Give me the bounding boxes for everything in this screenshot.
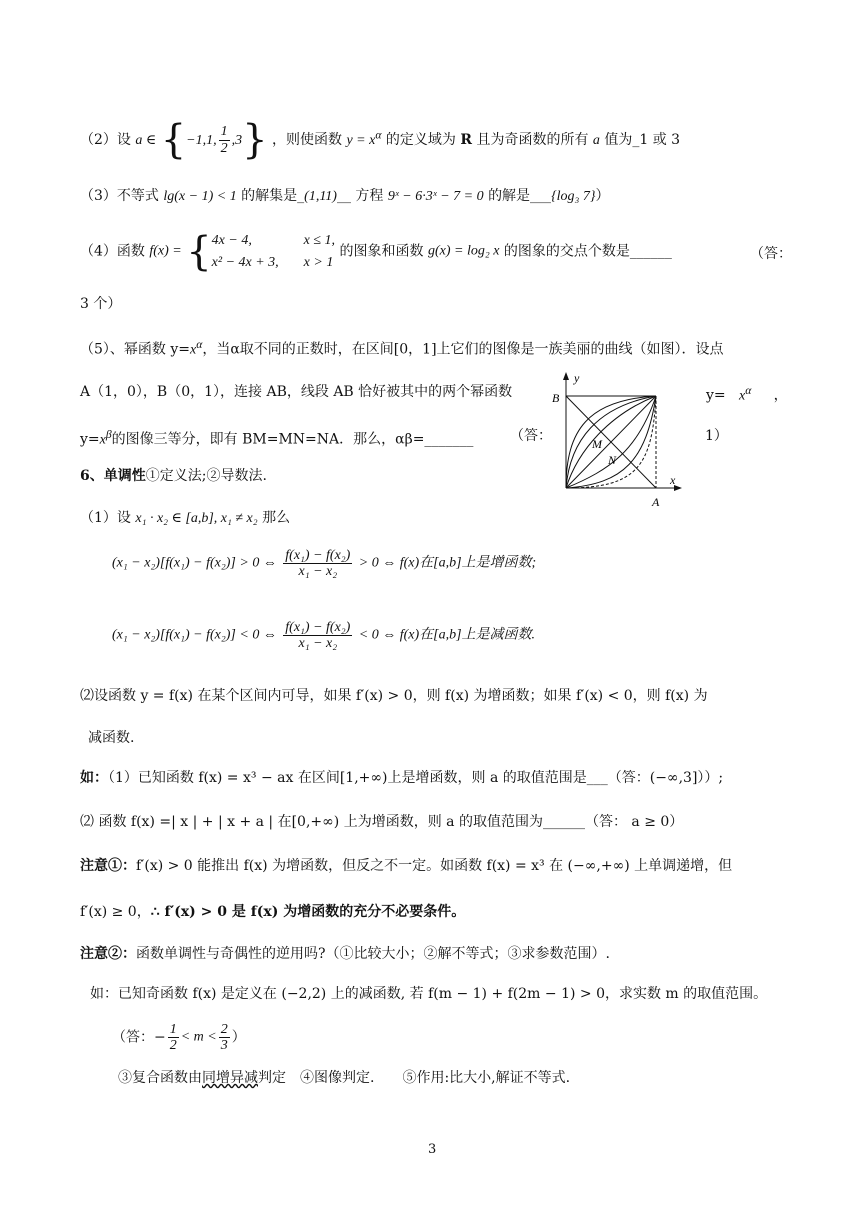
section6-heading: 6、单调性①定义法;②导数法. [80,468,267,484]
right-brace: } [242,117,268,163]
item2-line2: 减函数. [88,730,135,746]
note1-line2: f′(x) ≥ 0，∴ f′(x) > 0 是 f(x) 为增函数的充分不必要条件。 [80,904,466,920]
label-a: A [652,495,660,509]
example3-answer: （答：− $\frac{1}{2}$ < m < $\frac{2}{3}$ ） [112,1022,246,1054]
example2-line: ⑵ 函数 f(x) =| x | + | x + a | 在[0,+∞) 上为增函数，则 a 的取值范围为______（答： a ≥ 0） [80,814,684,830]
note1-line1: 注意①：f′(x) > 0 能推出 f(x) 为增函数，但反之不一定。如函数 f(x) = x³ 在 (−∞,+∞) 上单调递增，但 [80,858,733,874]
piecewise-cases: 4x − 4, x ≤ 1, x² − 4x + 3, x > 1 [211,233,336,270]
y-arrow [563,372,569,380]
half-fraction: $\frac{1}{2}$ [220,124,228,156]
eq1-line: (x₁ − x₂)[f(x₁) − f(x₂)] > 0 ⇔ $\frac{\text{f(x₁) − f(x₂)}}{\text{x₁ − x₂}}$ > 0 ⇔ f(x)在[a,b]上是增函数; [112,548,537,580]
q4-answer: 3 个） [80,296,122,312]
last-line: ③复合函数由同增异减判定 ④图像判定. ⑤作用:比大小,解证不等式. [118,1070,571,1086]
q5-line2: A（1，0），B（0，1），连接 AB，线段 AB 恰好被其中的两个幂函数 [80,384,513,400]
q5-line3: $y=x^\beta$的图像三等分，即有 BM=MN=NA．那么，αβ=_______ [80,428,474,448]
label-b: B [552,391,560,405]
eq2-fraction: $\frac{\text{f(x₁) − f(x₂)}}{\text{x₁ − x₂}}$ [285,620,351,652]
item2-line1: ⑵设函数 y = f(x) 在某个区间内可导，如果 f′(x) > 0，则 f(x) 为增函数；如果 f′(x) < 0，则 f(x) 为 [80,688,708,704]
q5-line1: （5）、幂函数 $y=x^\alpha$，当α取不同的正数时，在区间[0，1]上它们的图像是一族美丽的曲线（如图）．设点 [80,338,724,358]
label-m: M [592,437,602,451]
cases-brace: { [186,229,212,275]
left-brace: { [160,117,187,163]
q5-line2-right: y= $x^\alpha$ ， [706,384,788,404]
label-n: N [608,453,617,467]
q5-answer: 1） [705,428,728,444]
q4-line: （4）函数 f(x) = { 4x − 4, x ≤ 1, x² − 4x + 3, x > 1 的图象和函数 g(x) = log₂ x 的图象的交点个数是______ [80,229,672,275]
eq1-fraction: $\frac{\text{f(x₁) − f(x₂)}}{\text{x₁ − x₂}}$ [285,548,351,580]
set-membership: a ∈ [135,133,157,148]
item1-line: （1）设 x₁ · x₂ ∈ [a,b], x₁ ≠ x₂ 那么 [80,510,291,526]
example1-line: 如：（1）已知函数 f(x) = x³ − ax 在区间[1,+∞)上是增函数，则 a 的取值范围是___（答：(−∞,3]））; [80,770,724,786]
q3-line: （3）不等式 lg(x − 1) < 1 的解集是_(1,11)__ 方程 9ˣ − 6·3ˣ − 7 = 0 的解是___{log₃ 7}） [80,188,610,204]
q2-line: （2）设 a ∈ {−1,1, $\frac{1}{2}$ ,3} ，则使函数 $y = x^\alpha$ 的定义域为 R 且为奇函数的所有 a 值为_1 或 3 [80,117,681,163]
q5-answer-label: （答： [510,428,552,444]
eq2-line: (x₁ − x₂)[f(x₁) − f(x₂)] < 0 ⇔ $\frac{\text{f(x₁) − f(x₂)}}{\text{x₁ − x₂}}$ < 0 ⇔ f(x)在[a,b]上是减函数. [112,620,536,652]
label-x: x [670,473,676,487]
note2-line: 注意②：函数单调性与奇偶性的逆用吗?（①比较大小；②解不等式；③求参数范围）. [80,946,610,962]
q4-answer-label: （答： [750,246,792,262]
example3-line: 如：已知奇函数 f(x) 是定义在 (−2,2) 上的减函数, 若 f(m − 1) + f(2m − 1) > 0，求实数 m 的取值范围。 [90,986,768,1002]
label-y: y [574,371,580,385]
page-number: 3 [428,1142,437,1157]
power-function-figure [548,370,688,510]
